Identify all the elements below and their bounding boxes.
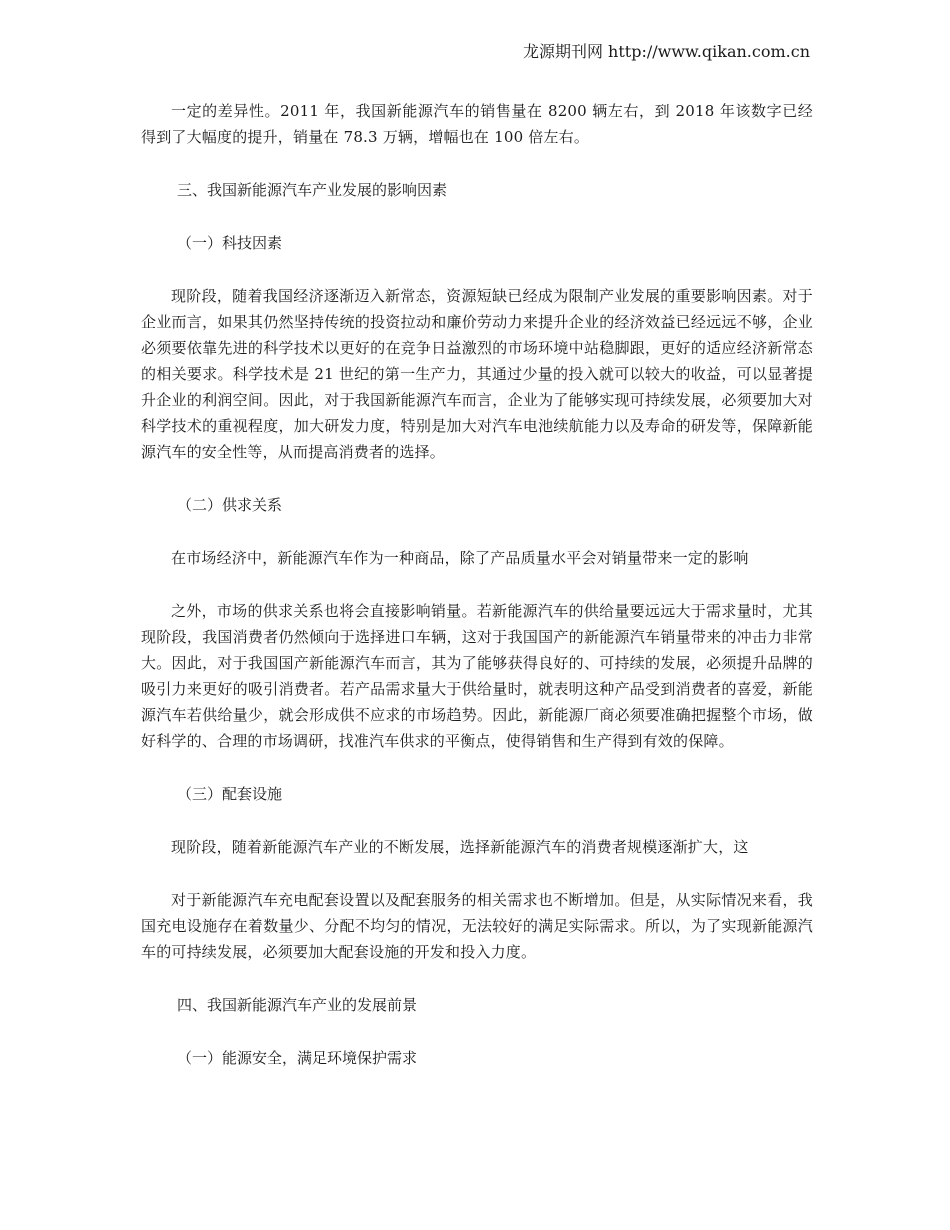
subsection-heading: （一）能源安全，满足环境保护需求 [177,1049,418,1067]
paragraph: 一定的差异性。2011 年，我国新能源汽车的销售量在 8200 辆左右，到 2018 年该数字已经得到了大幅度的提升，销量在 78.3 万辆，增幅也在 100 倍左右。 [141,102,813,146]
subsection-heading: （一）科技因素 [177,234,283,252]
section-heading: 四、我国新能源汽车产业的发展前景 [177,996,418,1014]
article-body [141,98,813,1071]
subsection-heading: （三）配套设施 [177,785,283,803]
paragraph: 现阶段，随着新能源汽车产业的不断发展，选择新能源汽车的消费者规模逐渐扩大，这 [171,838,749,856]
paragraph: 之外，市场的供求关系也将会直接影响销量。若新能源汽车的供给量要远远大于需求量时，尤其现阶段，我国消费者仍然倾向于选择进口车辆，这对于我国国产的新能源汽车销量带来的冲击力非常大。因此，对于我国国产新能源汽车而言，其为了能够获得良好的、可持续的发展，必须提升品牌的吸引力来更好的吸引消费者。若产品需求量大于供给量时，就表明这种产品受到消费者的喜爱，新能源汽车若供给量少，就会形成供不应求的市场趋势。因此，新能源厂商必须要准确把握整个市场，做好科学的、合理的市场调研，找准汽车供求的平衡点，使得销售和生产得到有效的保障。 [141,602,813,750]
paragraph: 现阶段，随着我国经济逐渐迈入新常态，资源短缺已经成为限制产业发展的重要影响因素。对于企业而言，如果其仍然坚持传统的投资拉动和廉价劳动力来提升企业的经济效益已经远远不够，企业必须要依靠先进的科学技术以更好的在竞争日益激烈的市场环境中站稳脚跟，更好的适应经济新常态的相关要求。科学技术是 21 世纪的第一生产力，其通过少量的投入就可以较大的收益，可以显著提升企业的利润空间。因此，对于我国新能源汽车而言，企业为了能够实现可持续发展，必须要加大对科学技术的重视程度，加大研发力度，特别是加大对汽车电池续航能力以及寿命的研发等，保障新能源汽车的安全性等，从而提高消费者的选择。 [141,287,813,461]
paragraph: 在市场经济中，新能源汽车作为一种商品，除了产品质量水平会对销量带来一定的影响 [171,549,749,567]
site-header: 龙源期刊网 http://www.qikan.com.cn [522,42,810,61]
paragraph: 对于新能源汽车充电配套设置以及配套服务的相关需求也不断增加。但是，从实际情况来看，我国充电设施存在着数量少、分配不均匀的情况，无法较好的满足实际需求。所以，为了实现新能源汽车的可持续发展，必须要加大配套设施的开发和投入力度。 [141,891,813,961]
section-heading: 三、我国新能源汽车产业发展的影响因素 [177,181,448,199]
subsection-heading: （二）供求关系 [177,496,283,514]
